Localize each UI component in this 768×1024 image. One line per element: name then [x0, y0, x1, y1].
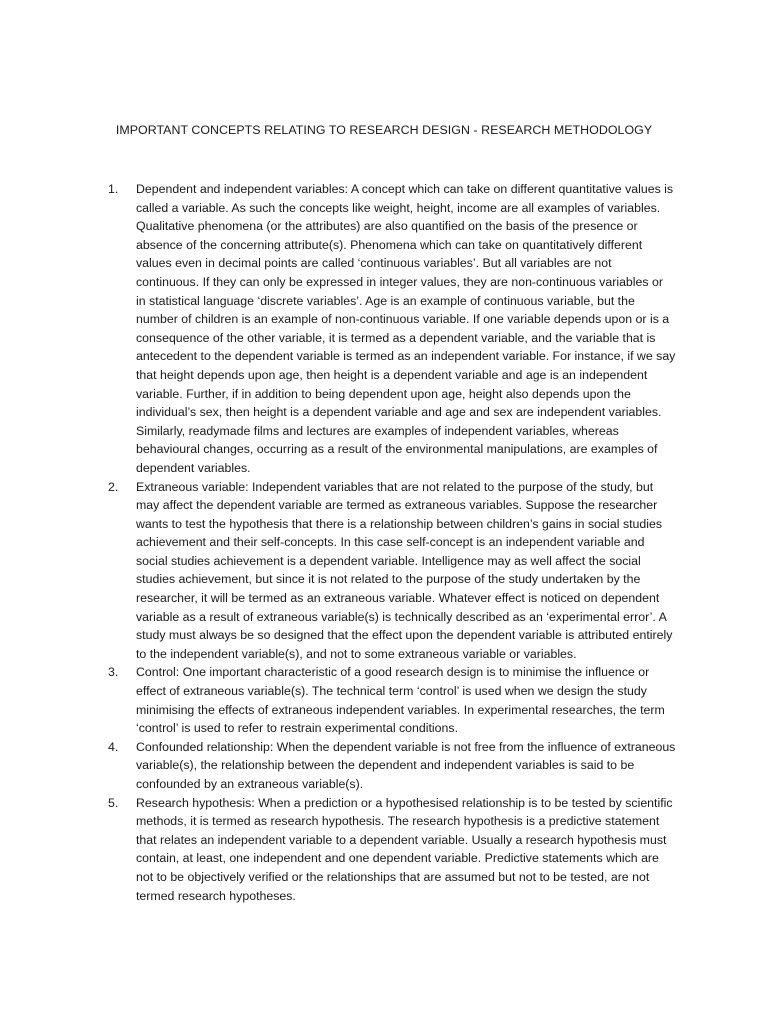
- list-item-number: 5.: [108, 795, 119, 810]
- list-item: [108, 478, 676, 664]
- list-item-number: 3.: [108, 665, 119, 680]
- concept-list: [108, 180, 676, 905]
- list-item-text: Extraneous variable: Independent variables that are not related to the purpose of the study, but may affect the dependent variable are termed as extraneous variables. Suppose the researcher wants to test the hypothesis that there is a relationship between children’s gains in social studies achievement and their self-concepts. In this case self-concept is an independent variable and social studies achievement is a dependent variable. Intelligence may as well affect the social studies achievement, but since it is not related to the purpose of the study undertaken by the researcher, it will be termed as an extraneous variable. Whatever effect is noticed on dependent variable as a result of extraneous variable(s) is technically described as an ‘experimental error’. A study must always be so designed that the effect upon the dependent variable is attributed entirely to the independent variable(s), and not to some extraneous variable or variables.: [136, 479, 673, 661]
- list-item-text: Control: One important characteristic of a good research design is to minimise the influence or effect of extraneous variable(s). The technical term ‘control’ is used when we design the study minimising the effects of extraneous independent variables. In experimental researches, the term ‘control’ is used to refer to restrain experimental conditions.: [136, 665, 665, 736]
- list-item-text: Research hypothesis: When a prediction or a hypothesised relationship is to be tested by scientific methods, it is termed as research hypothesis. The research hypothesis is a predictive statement that relates an independent variable to a dependent variable. Usually a research hypothesis must contain, at least, one independent and one dependent variable. Predictive statements which are not to be objectively verified or the relationships that are assumed but not to be tested, are not termed research hypotheses.: [136, 795, 673, 903]
- list-item: [108, 794, 676, 906]
- list-item: [108, 180, 676, 478]
- list-item: [108, 738, 676, 794]
- list-item-text: Confounded relationship: When the dependent variable is not free from the influence of extraneous variable(s), the relationship between the dependent and independent variables is said to be confounded by an extraneous variable(s).: [136, 739, 676, 791]
- list-item-text: Dependent and independent variables: A concept which can take on different quantitative values is called a variable. As such the concepts like weight, height, income are all examples of variables. Qualitative phenomena (or the attributes) are also quantified on the basis of the presence or absence of the concerning attribute(s). Phenomena which can take on quantitatively different values even in decimal points are called ‘continuous variables’. But all variables are not continuous. If they can only be expressed in integer values, they are non-continuous variables or in statistical language ‘discrete variables’. Age is an example of continuous variable, but the number of children is an example of non-continuous variable. If one variable depends upon or is a consequence of the other variable, it is termed as a dependent variable, and the variable that is antecedent to the dependent variable is termed as an independent variable. For instance, if we say that height depends upon age, then height is a dependent variable and age is an independent variable. Further, if in addition to being dependent upon age, height also depends upon the individual’s sex, then height is a dependent variable and age and sex are independent variables. Similarly, readymade films and lectures are examples of independent variables, whereas behavioural changes, occurring as a result of the environmental manipulations, are examples of dependent variables.: [136, 182, 676, 475]
- list-item: [108, 663, 676, 737]
- list-item-number: 1.: [108, 182, 119, 196]
- list-item-number: 2.: [108, 479, 119, 494]
- document-title: IMPORTANT CONCEPTS RELATING TO RESEARCH DESIGN - RESEARCH METHODOLOGY: [115, 123, 653, 137]
- list-item-number: 4.: [108, 739, 119, 754]
